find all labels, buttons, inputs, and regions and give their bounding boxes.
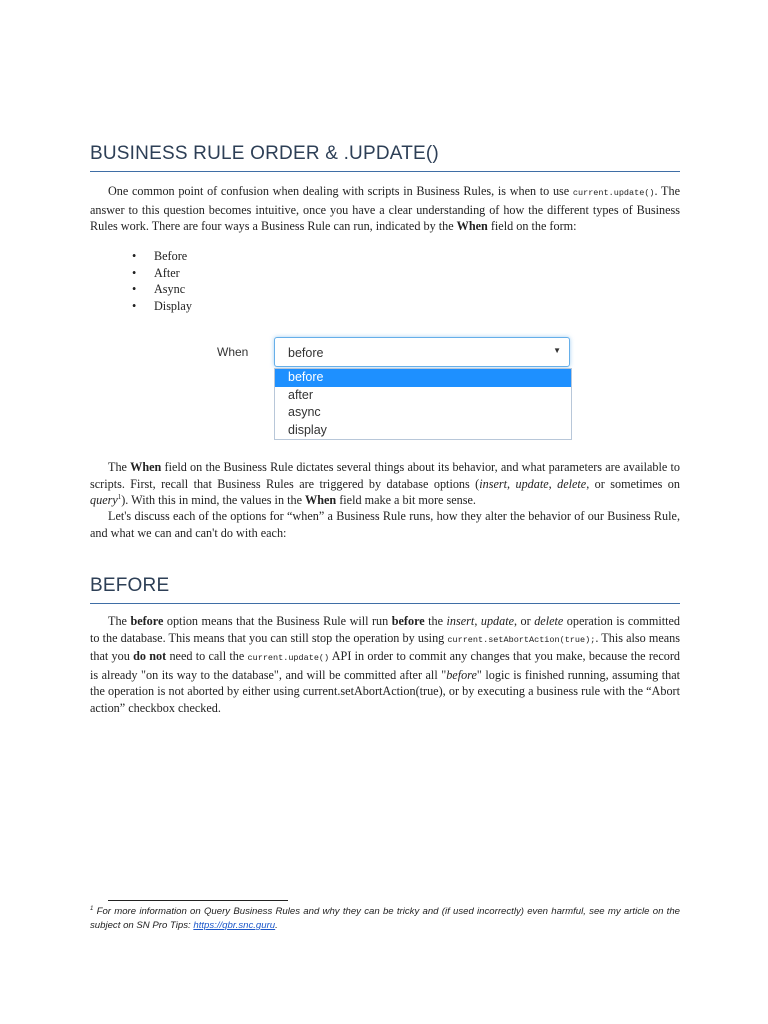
text-run: API in order to commit any changes that you make, because the record is already "on its way to the database", and will be committed after all "	[90, 649, 680, 682]
text-run: field on the Business Rule dictates several things about its behavior, and what parameters are available to scripts. First, recall that Business Rules are triggered by database options (	[90, 460, 680, 491]
text-run: option means that the Business Rule will run	[163, 614, 392, 628]
footnote-text: For more information on Query Business Rules and why they can be tricky and (if used incorrectly) even harmful, see my article on the subject on SN Pro Tips:	[90, 906, 680, 931]
list-item: • Before	[132, 248, 192, 265]
section-heading-main: BUSINESS RULE ORDER & .UPDATE()	[90, 143, 680, 172]
discussion-paragraph: Let's discuss each of the options for “when” a Business Rule runs, how they alter the behavior of our Business Rule, and what we can and can't do with each:	[90, 509, 680, 540]
bold-run: before	[391, 614, 425, 628]
text-run: ,	[474, 614, 481, 628]
italic-run: insert	[446, 614, 475, 628]
bold-run: When	[305, 493, 337, 508]
text-run: . The answer to this question becomes intuitive, once you have a clear understanding of how the different types of Business Rules work. There are four ways a Business Rule can run, indicated by the	[90, 184, 680, 234]
italic-run: insert	[479, 476, 507, 491]
when-field-paragraph	[90, 459, 680, 509]
section-heading-before: BEFORE	[90, 575, 680, 604]
italic-run: delete	[534, 614, 564, 628]
when-options-dropdown	[274, 368, 572, 440]
text-run: " logic is finished running, assuming that the operation is not aborted by either using current.setAbortAction(true), or by executing a business rule with the “Abort action” checkbox checked.	[90, 667, 680, 715]
option-before[interactable]: before	[275, 369, 571, 387]
italic-run: before	[446, 667, 477, 682]
list-item: • After	[132, 265, 192, 282]
bold-run: do not	[133, 649, 167, 664]
list-item: • Display	[132, 298, 192, 315]
option-after[interactable]: after	[288, 387, 314, 402]
intro-paragraph	[90, 183, 680, 235]
bold-run: When	[456, 219, 488, 234]
footnote-link[interactable]: https://qbr.snc.guru	[193, 920, 276, 931]
italic-run: query	[90, 493, 118, 508]
option-async[interactable]: async	[288, 405, 321, 420]
list-item: • Async	[132, 281, 192, 298]
when-select-value: before	[288, 346, 324, 360]
before-paragraph	[90, 613, 680, 717]
when-options-list	[132, 248, 192, 314]
dropdown-arrow-icon: ▼	[553, 346, 561, 355]
italic-run: update	[515, 476, 549, 491]
inline-code: current.setAbortAction(true);	[447, 634, 596, 645]
text-run: operation is committed to the database. This means that you can still stop the operation by using	[90, 614, 681, 645]
text-run: field make a bit more sense.	[336, 493, 476, 508]
when-field-label: When	[217, 345, 249, 359]
footnote-end: .	[275, 920, 278, 931]
text-run: ,	[507, 476, 516, 491]
text-run: The	[108, 614, 131, 628]
italic-run: update	[480, 614, 515, 628]
text-run: , or sometimes on	[586, 476, 680, 491]
text-run: need to call the	[166, 649, 248, 664]
text-run: the	[424, 614, 447, 628]
text-run: . This also means that you	[90, 630, 680, 664]
footnote-number: 1	[90, 905, 94, 912]
text-run: The	[108, 460, 131, 474]
text-run: ,	[548, 476, 558, 491]
inline-code: current.update()	[247, 653, 330, 664]
text-run: One common point of confusion when dealing with scripts in Business Rules, is when to use	[108, 184, 573, 198]
bold-run: When	[130, 460, 162, 474]
option-display[interactable]: display	[288, 422, 327, 437]
inline-code: current.update()	[572, 188, 655, 198]
when-select[interactable]	[274, 337, 570, 367]
bold-run: before	[130, 614, 164, 628]
text-run: field on the form:	[487, 219, 577, 234]
footnote-ref[interactable]: 1	[117, 493, 122, 502]
text-run: , or	[514, 614, 535, 628]
footnote-divider	[108, 900, 288, 901]
footnote	[90, 905, 680, 933]
italic-run: delete	[557, 476, 587, 491]
text-run: ). With this in mind, the values in the	[121, 493, 306, 508]
